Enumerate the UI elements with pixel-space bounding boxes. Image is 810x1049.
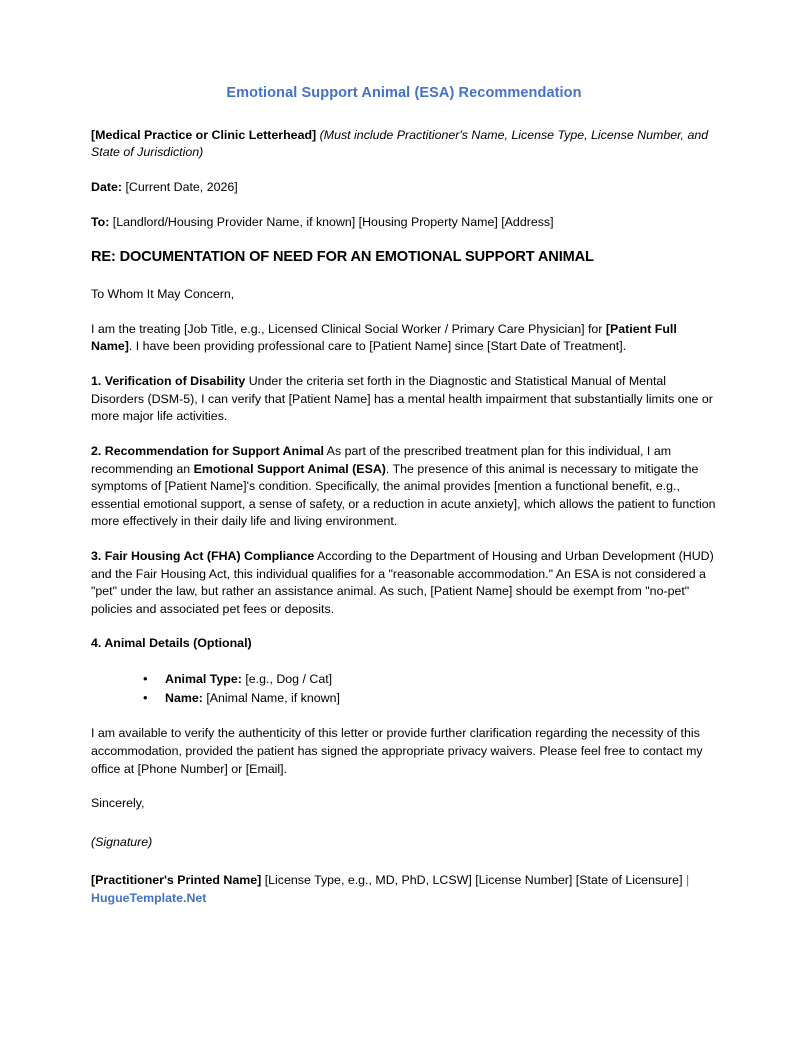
intro-text-part-2: . I have been providing professional care to [Patient Name] since [Start Date of Treatment]. xyxy=(128,339,627,354)
brand-link[interactable]: HugueTemplate.Net xyxy=(91,891,207,906)
salutation: To Whom It May Concern, xyxy=(91,287,235,302)
letterhead-label: [Medical Practice or Clinic Letterhead] xyxy=(91,127,317,142)
animal-name-label: Name: xyxy=(165,691,203,706)
section-verification-of-disability xyxy=(91,373,717,426)
section-fair-housing-act-compliance xyxy=(91,548,717,618)
section-3-heading: 3. Fair Housing Act (FHA) Compliance xyxy=(91,548,315,563)
section-4-heading: 4. Animal Details (Optional) xyxy=(91,636,252,651)
section-2-body-part-1: As part of the prescribed treatment plan for this individual, I am recommending an xyxy=(91,443,672,476)
section-animal-details xyxy=(91,635,717,653)
closing-paragraph: I am available to verify the authenticity of this letter or provide further clarification regarding the necessity of this accommodation, provided the patient has signed the appropriate privacy waivers. Please feel free to contact my office at [Phone Number] or [Email]. xyxy=(91,726,703,776)
section-recommendation-for-support-animal xyxy=(91,443,717,531)
section-2-body-part-2: . The presence of this animal is necessary to mitigate the symptoms of [Patient Name]'s condition. Specifically, the animal provides [mention a functional benefit, e.g., essential emotional support, a sense of safety, or a reduction in acute anxiety], which allows the patient to function more effectively in their daily life and living environment. xyxy=(91,461,716,529)
list-item xyxy=(143,689,717,708)
brand-separator: | xyxy=(685,873,690,888)
letterhead-note: (Must include Practitioner's Name, License Type, License Number, and State of Jurisdiction) xyxy=(91,127,709,160)
date-line xyxy=(91,179,717,197)
sincerely-line: Sincerely, xyxy=(91,796,145,811)
section-3-body: According to the Department of Housing and Urban Development (HUD) and the Fair Housing Act, this individual qualifies for a "reasonable accommodation." An ESA is not considered a "pet" under the law, but rather an assistance animal. As such, [Patient Name] should be exempt from "no-pet" policies and associated pet fees or deposits. xyxy=(91,548,714,616)
recipient-label: To: xyxy=(91,214,110,229)
list-item xyxy=(143,670,717,689)
practitioner-printed-name: [Practitioner's Printed Name] xyxy=(91,873,262,888)
intro-text-part-1: I am the treating [Job Title, e.g., Licensed Clinical Social Worker / Primary Care Physician] for xyxy=(91,321,606,336)
document-body xyxy=(91,84,717,925)
animal-name-value: [Animal Name, if known] xyxy=(202,691,340,706)
date-label: Date: xyxy=(91,180,122,195)
page-title: Emotional Support Animal (ESA) Recommendation xyxy=(226,85,582,101)
section-1-body: Under the criteria set forth in the Diagnostic and Statistical Manual of Mental Disorders (DSM-5), I can verify that [Patient Name] has a mental health impairment that substantially limits one or more major life activities. xyxy=(91,374,713,424)
animal-type-value: [e.g., Dog / Cat] xyxy=(241,672,333,686)
re-subject-heading: RE: DOCUMENTATION OF NEED FOR AN EMOTIONAL SUPPORT ANIMAL xyxy=(91,249,594,266)
signature-placeholder: (Signature) xyxy=(91,834,153,849)
animal-details-list xyxy=(91,670,717,708)
recipient-value: [Landlord/Housing Provider Name, if known] [Housing Property Name] [Address] xyxy=(112,214,554,229)
animal-type-label: Animal Type: xyxy=(165,672,242,686)
esa-emphasis: Emotional Support Animal (ESA) xyxy=(193,461,386,476)
practitioner-signature-block xyxy=(91,872,717,907)
signature-placeholder-line xyxy=(91,834,717,852)
patient-full-name-placeholder: [Patient Full Name] xyxy=(91,321,677,354)
intro-paragraph xyxy=(91,321,717,356)
section-1-heading: 1. Verification of Disability xyxy=(91,374,246,389)
section-2-heading: 2. Recommendation for Support Animal xyxy=(91,443,324,458)
letterhead-paragraph xyxy=(91,127,717,162)
recipient-line xyxy=(91,214,717,232)
practitioner-credentials: [License Type, e.g., MD, PhD, LCSW] [License Number] [State of Licensure] xyxy=(261,873,686,888)
date-value: [Current Date, 2026] xyxy=(125,180,238,195)
